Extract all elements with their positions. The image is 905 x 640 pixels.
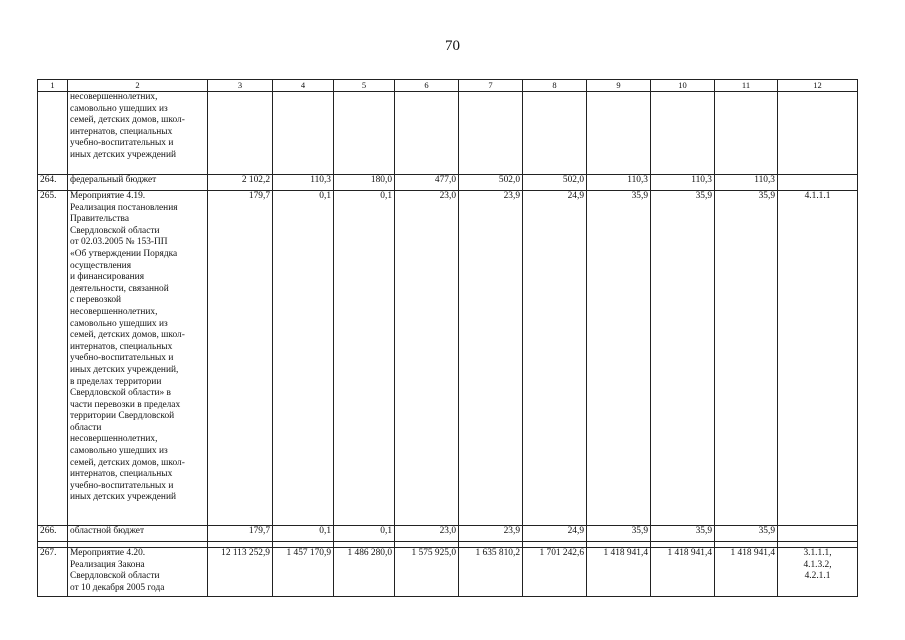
value-cell: 1 457 170,9: [273, 548, 334, 597]
description-line: несовершеннолетних,: [70, 92, 158, 102]
table-row-266: [38, 526, 858, 542]
budget-table: [37, 79, 858, 597]
row-description-cell: областной бюджет: [68, 526, 208, 542]
row-description-cell: [68, 548, 208, 597]
description-line: самовольно ушедших из: [70, 446, 168, 457]
row-description-cell: федеральный бюджет: [68, 175, 208, 191]
value-cell: [334, 92, 395, 175]
value-cell: [273, 92, 334, 175]
value-cell: 35,9: [651, 191, 715, 526]
code-cell: 4.1.1.1: [778, 191, 858, 526]
column-header: 9: [587, 80, 651, 92]
value-cell: 180,0: [334, 175, 395, 191]
value-cell: [459, 92, 523, 175]
value-cell: [587, 92, 651, 175]
description-line: несовершеннолетних,: [70, 306, 158, 317]
code-cell: [778, 548, 858, 597]
column-header: 2: [68, 80, 208, 92]
column-header: 5: [334, 80, 395, 92]
value-cell: 1 635 810,2: [459, 548, 523, 597]
value-cell: 23,9: [459, 526, 523, 542]
value-cell: 1 486 280,0: [334, 548, 395, 597]
value-cell: 1 418 941,4: [587, 548, 651, 597]
code-cell: [778, 175, 858, 191]
column-header: 10: [651, 80, 715, 92]
description-line: иных детских учреждений: [70, 492, 176, 503]
value-cell: 0,1: [334, 526, 395, 542]
column-header: 3: [208, 80, 273, 92]
value-cell: 502,0: [523, 175, 587, 191]
description-line: несовершеннолетних,: [70, 434, 158, 445]
description-line: осуществления: [70, 260, 132, 271]
description-line: от 02.03.2005 № 153-ПП: [70, 237, 168, 248]
description-line: от 10 декабря 2005 года: [70, 582, 165, 593]
description-line: самовольно ушедших из: [70, 103, 168, 114]
value-cell-total: 179,7: [208, 191, 273, 526]
row-number-cell: 267.: [38, 548, 68, 597]
value-cell: 110,3: [651, 175, 715, 191]
table-row-267: [38, 548, 858, 597]
description-line: Мероприятие 4.20.: [70, 548, 146, 558]
value-cell: 35,9: [715, 526, 778, 542]
value-cell: 24,9: [523, 191, 587, 526]
description-line: учебно-воспитательных и: [70, 480, 174, 491]
description-line: Свердловской области» в: [70, 388, 171, 399]
value-cell: 35,9: [715, 191, 778, 526]
description-line: интернатов, специальных: [70, 469, 173, 480]
table-row-265: [38, 191, 858, 526]
row-description-cell: [68, 92, 208, 175]
value-cell: 110,3: [273, 175, 334, 191]
table-row-continuation: [38, 92, 858, 175]
description-line: семей, детских домов, школ-: [70, 330, 185, 341]
value-cell: 1 701 242,6: [523, 548, 587, 597]
column-header: 1: [38, 80, 68, 92]
description-line: Правительства: [70, 214, 129, 225]
description-line: части перевозки в пределах: [70, 399, 181, 410]
description-line: Реализация постановления: [70, 202, 178, 213]
description-line: интернатов, специальных: [70, 341, 173, 352]
description-line: учебно-воспитательных и: [70, 353, 174, 364]
description-line: и финансирования: [70, 272, 145, 283]
value-cell-total: 12 113 252,9: [208, 548, 273, 597]
row-number-cell: 266.: [38, 526, 68, 542]
value-cell: [523, 92, 587, 175]
description-line: семей, детских домов, школ-: [70, 115, 185, 126]
value-cell: 110,3: [587, 175, 651, 191]
description-line: «Об утверждении Порядка: [70, 248, 178, 259]
code-cell: [778, 526, 858, 542]
value-cell: 35,9: [651, 526, 715, 542]
description-line: учебно-воспитательных и: [70, 138, 174, 149]
description-line: с перевозкой: [70, 295, 122, 306]
column-header: 8: [523, 80, 587, 92]
value-cell: [208, 92, 273, 175]
value-cell: [651, 92, 715, 175]
column-header: 12: [778, 80, 858, 92]
value-cell: 1 418 941,4: [651, 548, 715, 597]
description-line: Реализация Закона: [70, 559, 145, 570]
column-number-header-row: [38, 80, 858, 92]
value-cell-total: 2 102,2: [208, 175, 273, 191]
description-line: деятельности, связанной: [70, 283, 169, 294]
description-line: области: [70, 422, 102, 433]
value-cell: 23,9: [459, 191, 523, 526]
description-line: Свердловской области: [70, 571, 160, 582]
value-cell: 477,0: [395, 175, 459, 191]
description-line: иных детских учреждений,: [70, 364, 179, 375]
value-cell: 502,0: [459, 175, 523, 191]
row-number-cell: [38, 92, 68, 175]
value-cell: 35,9: [587, 191, 651, 526]
row-number-cell: 265.: [38, 191, 68, 526]
column-header: 6: [395, 80, 459, 92]
table-row-264: [38, 175, 858, 191]
value-cell-total: 179,7: [208, 526, 273, 542]
description-line: Свердловской области: [70, 225, 160, 236]
value-cell: 0,1: [273, 526, 334, 542]
value-cell: [395, 92, 459, 175]
code-line: 3.1.1.1,: [803, 548, 832, 558]
description-line: иных детских учреждений: [70, 149, 176, 160]
description-line: самовольно ушедших из: [70, 318, 168, 329]
description-line: Мероприятие 4.19.: [70, 191, 146, 201]
value-cell: 1 418 941,4: [715, 548, 778, 597]
column-header: 4: [273, 80, 334, 92]
page-number: 70: [445, 38, 460, 54]
value-cell: [715, 92, 778, 175]
description-line: интернатов, специальных: [70, 126, 173, 137]
row-number-cell: 264.: [38, 175, 68, 191]
value-cell: 23,0: [395, 191, 459, 526]
column-header: 11: [715, 80, 778, 92]
code-line: 4.2.1.1: [804, 571, 831, 582]
value-cell: 23,0: [395, 526, 459, 542]
value-cell: 0,1: [334, 191, 395, 526]
description-line: в пределах территории: [70, 376, 162, 387]
code-line: 4.1.3.2,: [803, 559, 832, 570]
value-cell: 24,9: [523, 526, 587, 542]
description-line: семей, детских домов, школ-: [70, 457, 185, 468]
code-cell: [778, 92, 858, 175]
value-cell: 35,9: [587, 526, 651, 542]
column-header: 7: [459, 80, 523, 92]
description-line: территории Свердловской: [70, 411, 175, 422]
value-cell: 0,1: [273, 191, 334, 526]
row-description-cell: [68, 191, 208, 526]
value-cell: 1 575 925,0: [395, 548, 459, 597]
value-cell: 110,3: [715, 175, 778, 191]
